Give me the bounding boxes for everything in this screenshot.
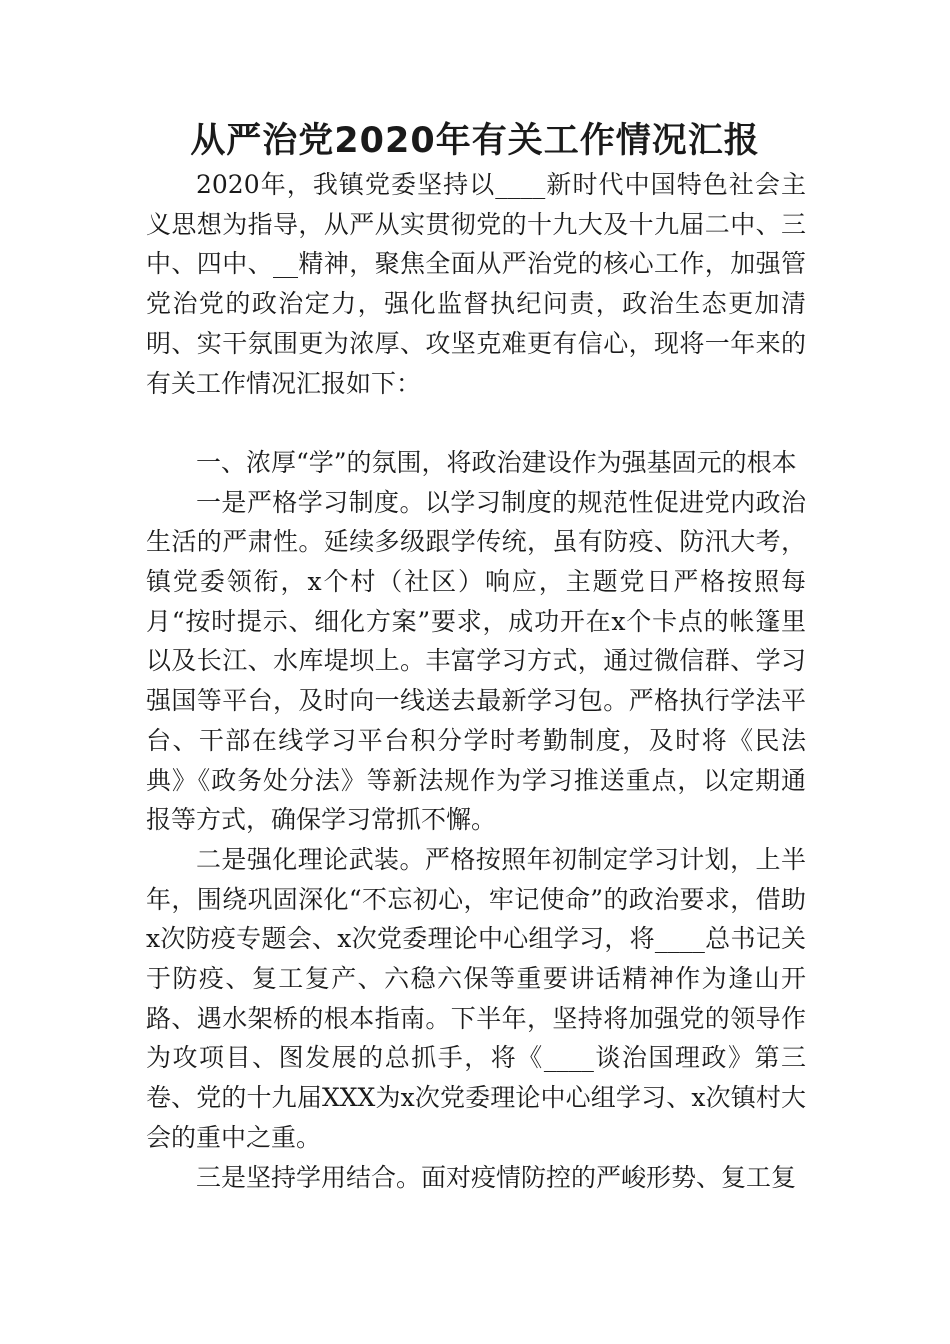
section-heading: 一、浓厚“学”的氛围，将政治建设作为强基固元的根本 <box>196 447 797 477</box>
document-body <box>146 165 806 1197</box>
document-title: 从严治党2020年有关工作情况汇报 <box>190 121 760 161</box>
body-paragraph: 二是强化理论武装。严格按照年初制定学习计划，上半年，围绕巩固深化“不忘初心，牢记使命”的政治要求，借助x次防疫专题会、x次党委理论中心组学习，将____总书记关于防疫、复工复产、六稳六保等重要讲话精神作为逢山开路、遇水架桥的根本指南。下半年，坚持将加强党的领导作为攻项目、图发展的总抓手，将《____谈治国理政》第三卷、党的十九届XXX为x次党委理论中心组学习、x次镇村大会的重中之重。 <box>146 844 806 1152</box>
intro-paragraph: 2020年，我镇党委坚持以____新时代中国特色社会主义思想为指导，从严从实贯彻党的十九大及十九届二中、三中、四中、__精神，聚焦全面从严治党的核心工作，加强管党治党的政治定力，强化监督执纪问责，政治生态更加清明、实干氛围更为浓厚、攻坚克难更有信心，现将一年来的有关工作情况汇报如下： <box>146 170 806 398</box>
body-paragraph: 三是坚持学用结合。面对疫情防控的严峻形势、复工复 <box>196 1162 797 1192</box>
body-paragraph: 一是严格学习制度。以学习制度的规范性促进党内政治生活的严肃性。延续多级跟学传统，虽有防疫、防汛大考，镇党委领衔，x个村（社区）响应，主题党日严格按照每月“按时提示、细化方案”要求，成功开在x个卡点的帐篷里以及长江、水库堤坝上。丰富学习方式，通过微信群、学习强国等平台，及时向一线送去最新学习包。严格执行学法平台、干部在线学习平台积分学时考勤制度，及时将《民法典》《政务处分法》等新法规作为学习推送重点，以定期通报等方式，确保学习常抓不懈。 <box>146 487 806 835</box>
